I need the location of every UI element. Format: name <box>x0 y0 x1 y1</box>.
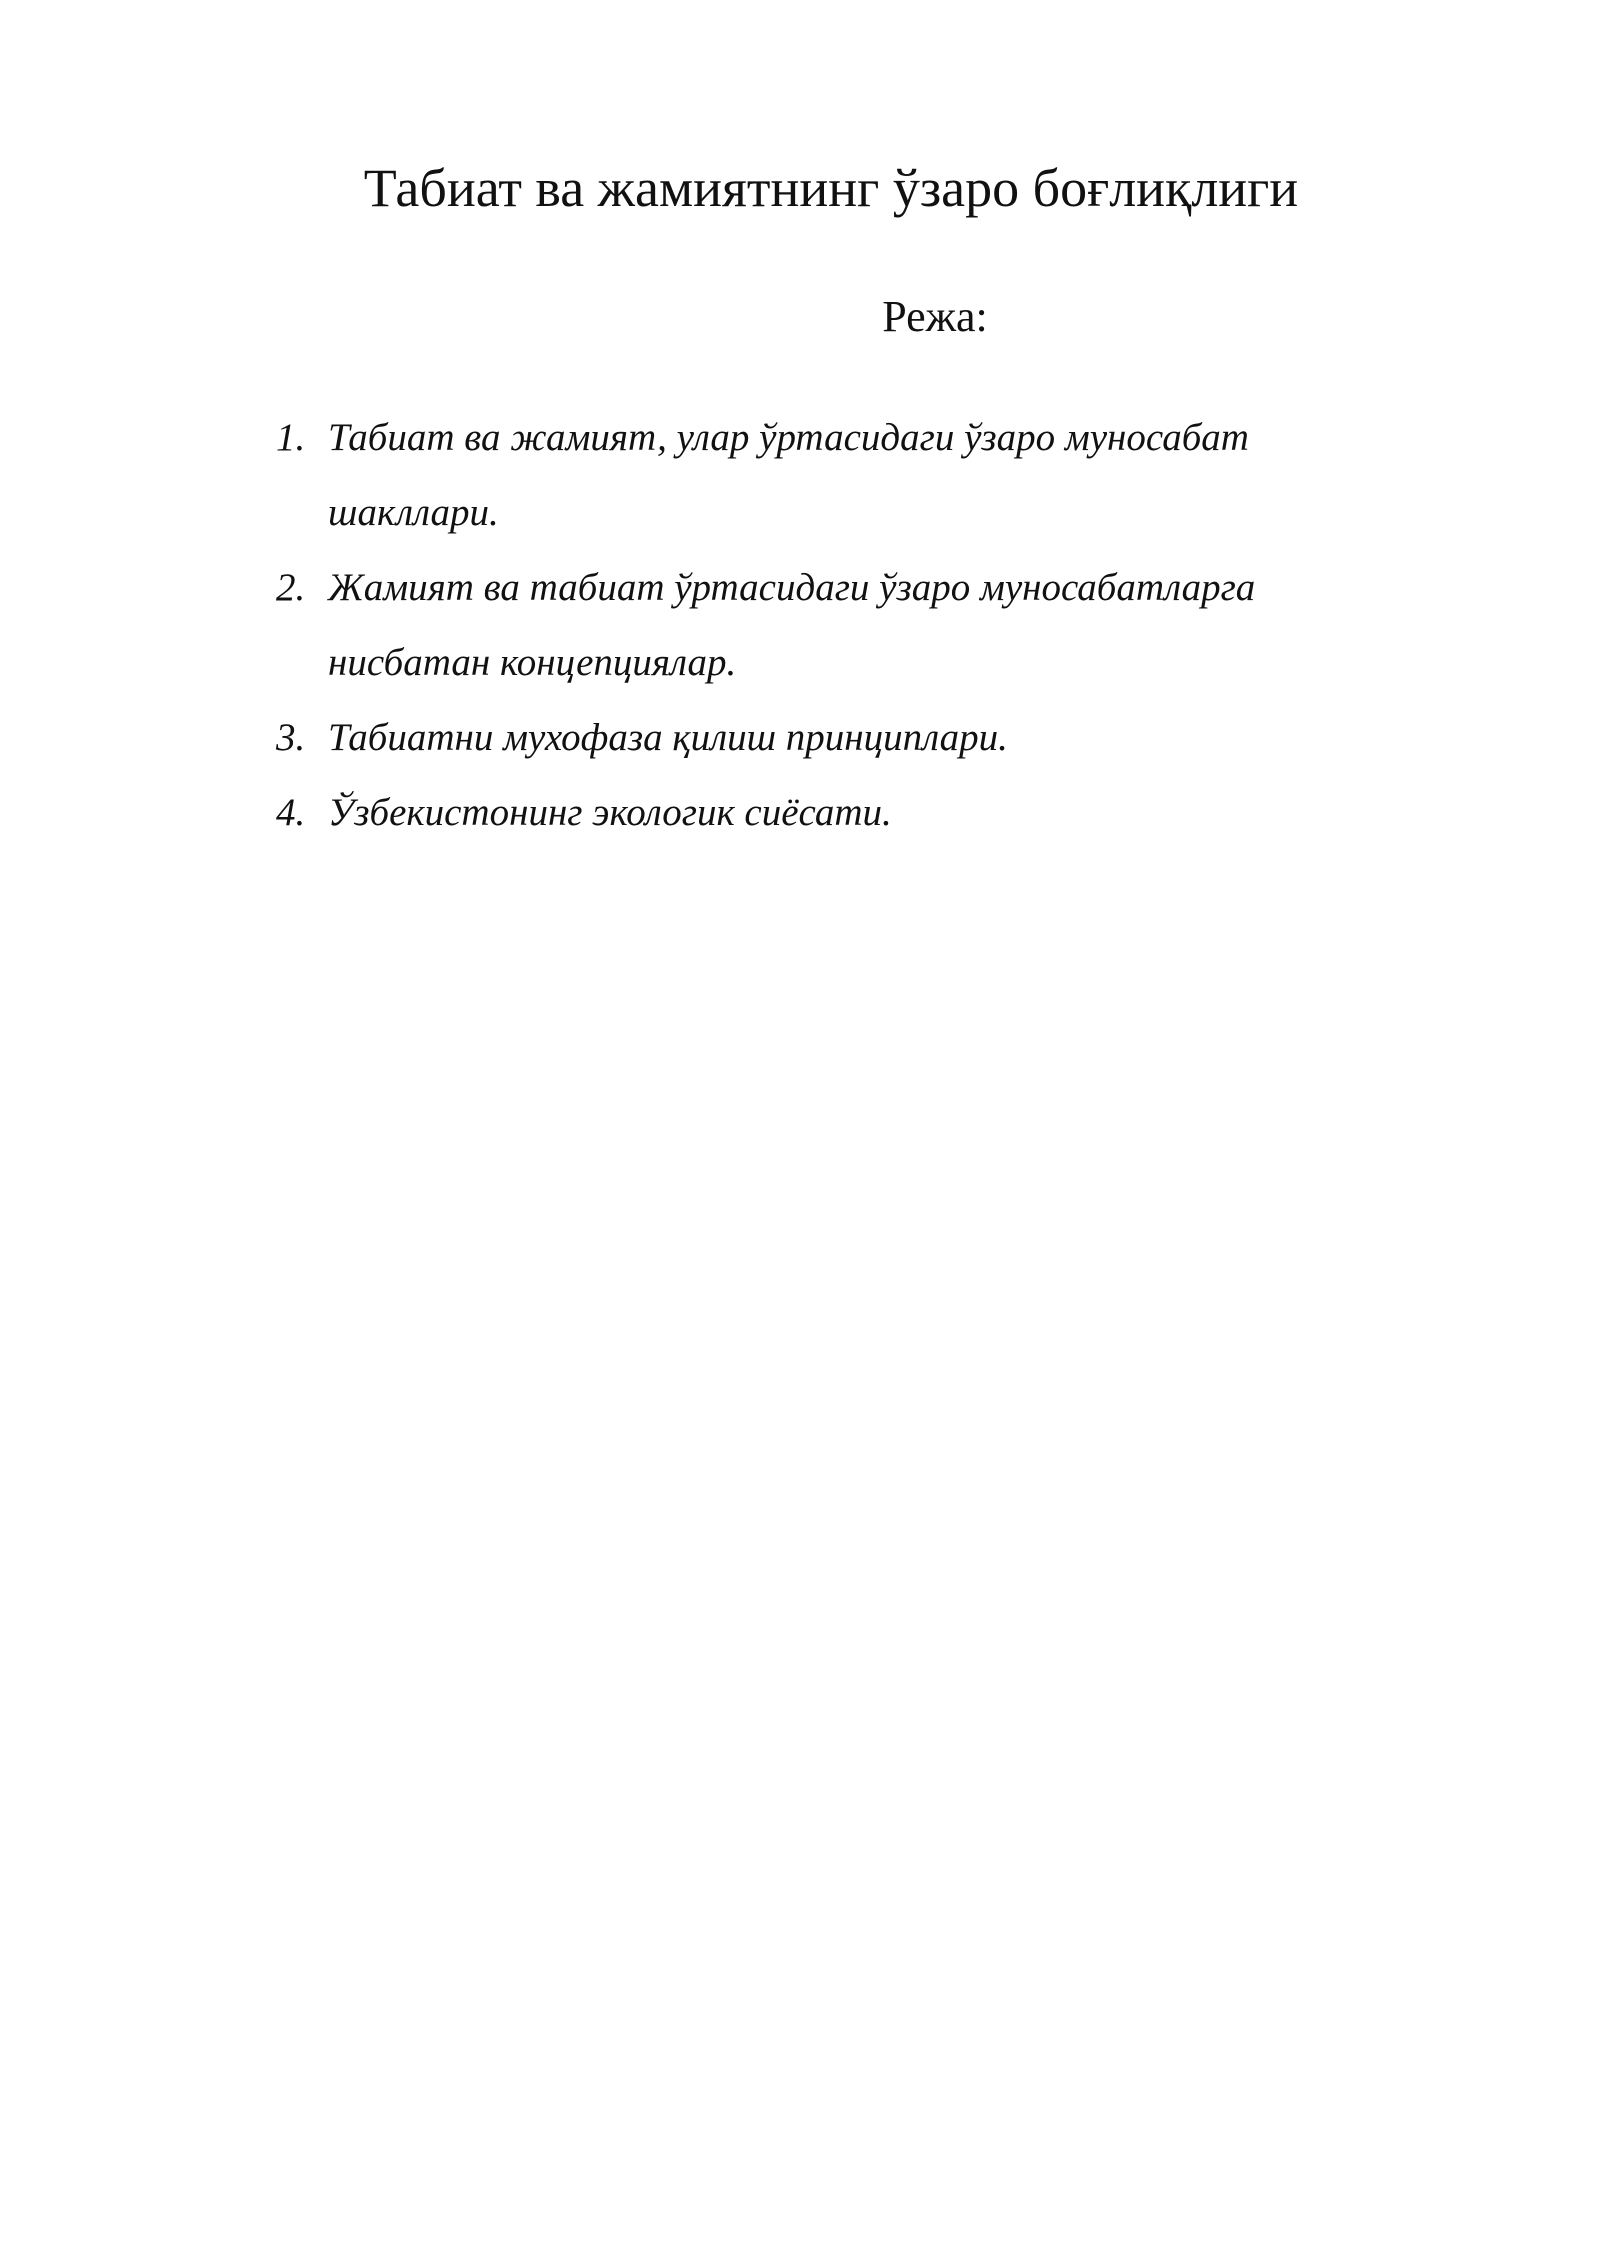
plan-item-number: 1. <box>276 416 306 459</box>
plan-heading: Режа: <box>882 292 988 341</box>
document-title: Табиат ва жамиятнинг ўзаро боғлиқлиги <box>363 158 1299 218</box>
plan-item-text: Жамият ва табиат ўртасидаги ўзаро муносабатларга нисбатан концепциялар. <box>328 566 1256 684</box>
plan-list <box>276 400 1356 850</box>
plan-item-number: 2. <box>276 566 306 609</box>
plan-item-4 <box>276 775 1356 850</box>
plan-item-3 <box>276 700 1356 775</box>
plan-item-number: 4. <box>276 791 306 834</box>
plan-item-number: 3. <box>276 716 306 759</box>
plan-item-2 <box>276 550 1356 700</box>
plan-item-text: Табиат ва жамият, улар ўртасидаги ўзаро муносабат шакллари. <box>328 416 1249 534</box>
plan-item-text: Табиатни мухофаза қилиш принциплари. <box>328 716 1008 759</box>
plan-item-text: Ўзбекистонинг экологик сиёсати. <box>328 791 892 834</box>
plan-item-1 <box>276 400 1356 550</box>
